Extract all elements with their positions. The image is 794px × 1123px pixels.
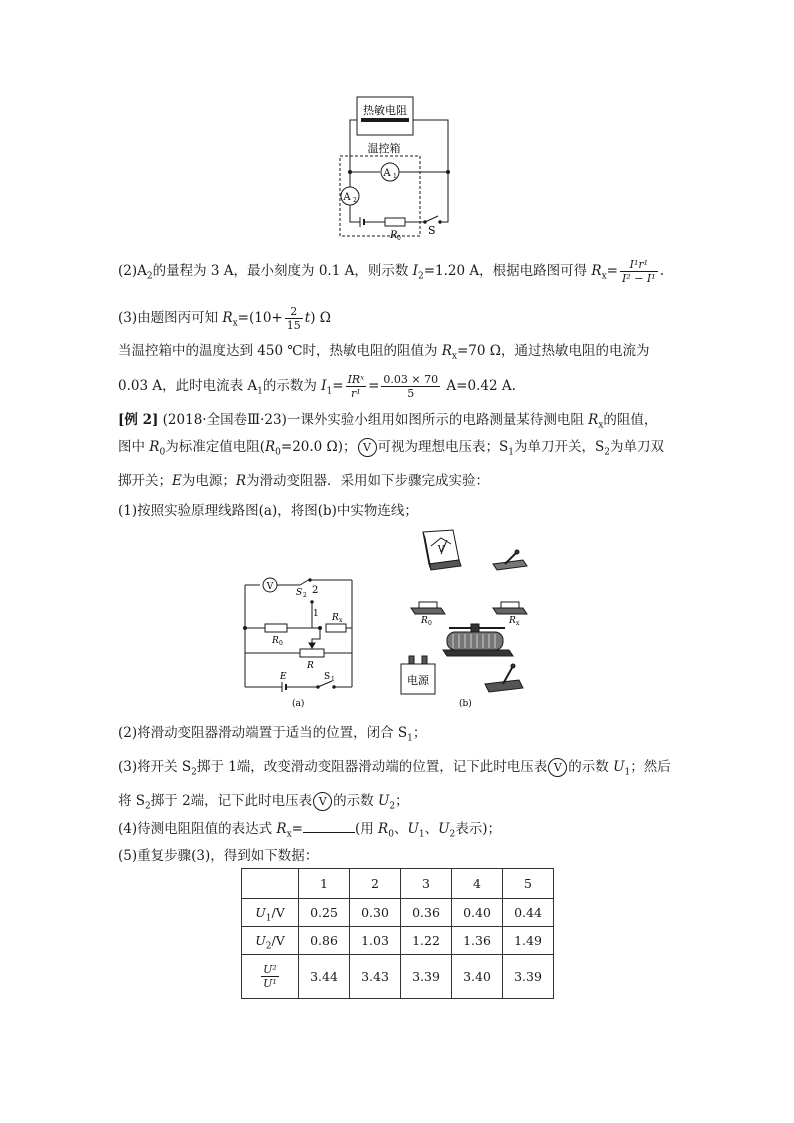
answer-part-2: $(2)A_2$的量程为 3 A，最小刻度为 0.1 A，则示数 $I_2=1.20$ A，根据电路图可得 $R_x=$ $\frac{\text{I¹r¹}}{\text{I² − I¹}}$ . (118, 258, 664, 285)
table-cell: 1.36 (452, 927, 503, 955)
rx-fraction: $\frac{\text{I¹r¹}}{\text{I² − I¹}}$ (621, 258, 656, 285)
two-fifteenths: $\frac{2}{15}$ (286, 305, 301, 332)
caption-b: (b) (459, 699, 472, 709)
rx-sub-a: x (339, 617, 343, 624)
table-cell: 3.43 (350, 955, 401, 999)
header-cell: 2 (350, 869, 401, 899)
r0-sub-b: 0 (428, 620, 432, 627)
e-label-a: E (280, 672, 287, 682)
header-cell: 1 (299, 869, 350, 899)
data-table (241, 868, 554, 999)
pos-1-label: 1 (313, 609, 319, 619)
s1-sub-a: 1 (331, 676, 335, 683)
example2-line-1: [例 2] (2018·全国卷Ⅲ·23)一课外实验小组用如图所示的电路测量某待测电阻 $R_x$的阻值， (118, 412, 658, 431)
row-label-u1: $U_1/V$ (242, 899, 299, 927)
table-cell: 0.40 (452, 899, 503, 927)
step-1: (1)按照实验原理线路图(a)，将图(b)中实物连线； (118, 503, 418, 519)
example2-line-3: 掷开关；E为电源；R为滑动变阻器．采用如下步骤完成实验： (118, 473, 490, 489)
voltmeter-v-label: V (266, 582, 274, 592)
table-cell: 0.86 (299, 927, 350, 955)
temp-450-line-2: 0.03 A，此时电流表 $A_1$的示数为 $I_1=$ $\frac{\text{IRˣ}}{\text{r¹}}$ = $\frac{0.03 \times 70}{5}$ A=0.42 A. (118, 373, 516, 400)
thermistor-circuit-figure (330, 92, 470, 242)
r0-label-b: R (421, 616, 428, 626)
step-3-line-1: (3)将开关 $S_2$掷于 1端，改变滑动变阻器滑动端的位置，记下此时电压表 V 的示数 $U_1$；然后 (118, 759, 671, 778)
example2-line-2: 图中 $R_0$为标准定值电阻($R_0=20.0$ Ω)； V 可视为理想电压表；$S_1$为单刀开关，$S_2$为单刀双 (118, 439, 664, 458)
table-cell: 0.44 (503, 899, 554, 927)
temp-450-line-1: 当温控箱中的温度达到 450 ℃时，热敏电阻的阻值为 $R_x=70$ Ω，通过热敏电阻的电流为 (118, 343, 650, 362)
row-label-u2: $U_2/V$ (242, 927, 299, 955)
answer-part-3: (3)由题图丙可知 $R_x=(10+$ $\frac{2}{15}$ t) Ω (118, 305, 331, 332)
caption-a: (a) (292, 699, 305, 709)
step-5: (5)重复步骤(3)，得到如下数据： (118, 848, 319, 864)
s2-sub: 2 (303, 592, 307, 599)
table-cell: 1.22 (401, 927, 452, 955)
table-cell: 3.39 (401, 955, 452, 999)
table-cell: 3.40 (452, 955, 503, 999)
r0-label-a: R (272, 636, 279, 646)
switch-s-label: S (428, 224, 436, 237)
components-b (395, 524, 535, 710)
table-cell: 1.49 (503, 927, 554, 955)
step-2: (2)将滑动变阻器滑动端置于适当的位置，闭合 $S_1$； (118, 725, 427, 744)
table-cell: 0.25 (299, 899, 350, 927)
header-cell: 4 (452, 869, 503, 899)
pos-2-label: 2 (312, 585, 319, 596)
header-cell: 3 (401, 869, 452, 899)
table-cell: 1.03 (350, 927, 401, 955)
table-cell: 0.36 (401, 899, 452, 927)
voltmeter-symbol-3: V (313, 792, 332, 811)
a1-symbol: A (383, 168, 391, 179)
row-label-ratio: $\frac{\text{U²}}{\text{U¹}}$ (242, 955, 299, 999)
knife-switch-device (485, 664, 523, 692)
s1-label-a: S (324, 672, 331, 682)
rheostat-device (443, 624, 513, 656)
step-3-line-2: 将 $S_2$掷于 2端，记下此时电压表 V 的示数 $U_2$； (118, 793, 409, 812)
voltmeter-symbol: V (358, 438, 377, 457)
table-row-ratio (242, 955, 554, 999)
a1-sub: 1 (393, 173, 397, 180)
i1-fraction-2: $\frac{0.03 \times 70}{5}$ (383, 373, 439, 400)
header-cell (242, 869, 299, 899)
rheostat-r-a (300, 649, 324, 657)
r0-symbol: R (390, 230, 398, 241)
resistor-r0-device (411, 602, 445, 614)
table-row-u2 (242, 927, 554, 955)
schematic-a (240, 575, 360, 710)
step-4: (4)待测电阻阻值的表达式 $R_x=$ (用 $R_0$、$U_1$、$U_2$表示)； (118, 821, 501, 840)
table-cell: 3.39 (503, 955, 554, 999)
meter-v-label: V (437, 545, 445, 555)
table-header-row (242, 869, 554, 899)
power-label: 电源 (407, 674, 429, 687)
answer-blank[interactable] (303, 820, 355, 833)
a2-symbol: A (343, 192, 351, 203)
r0-sub-a: 0 (279, 640, 283, 647)
table-row-u1 (242, 899, 554, 927)
switch-device-top (493, 550, 527, 570)
voltmeter-symbol-2: V (548, 758, 567, 777)
r0-sub: 0 (397, 235, 401, 242)
rx-label-a: R (332, 613, 339, 623)
table-cell: 3.44 (299, 955, 350, 999)
switch-s (425, 216, 438, 222)
thermistor-label: 热敏电阻 (363, 104, 407, 117)
resistor-rx-a (326, 624, 346, 632)
rx-sub-b: x (516, 620, 520, 627)
table-cell: 0.30 (350, 899, 401, 927)
i1-fraction-1: $\frac{\text{IRˣ}}{\text{r¹}}$ (347, 373, 365, 400)
r-label-a: R (307, 661, 314, 671)
header-cell: 5 (503, 869, 554, 899)
a2-sub: 2 (353, 197, 357, 204)
resistor-r0 (385, 218, 405, 226)
resistor-r0-a (265, 624, 287, 632)
temp-box-label: 温控箱 (367, 142, 401, 155)
s2-label: S (296, 588, 303, 598)
resistor-rx-device (493, 602, 527, 614)
rx-label-b: R (509, 616, 516, 626)
